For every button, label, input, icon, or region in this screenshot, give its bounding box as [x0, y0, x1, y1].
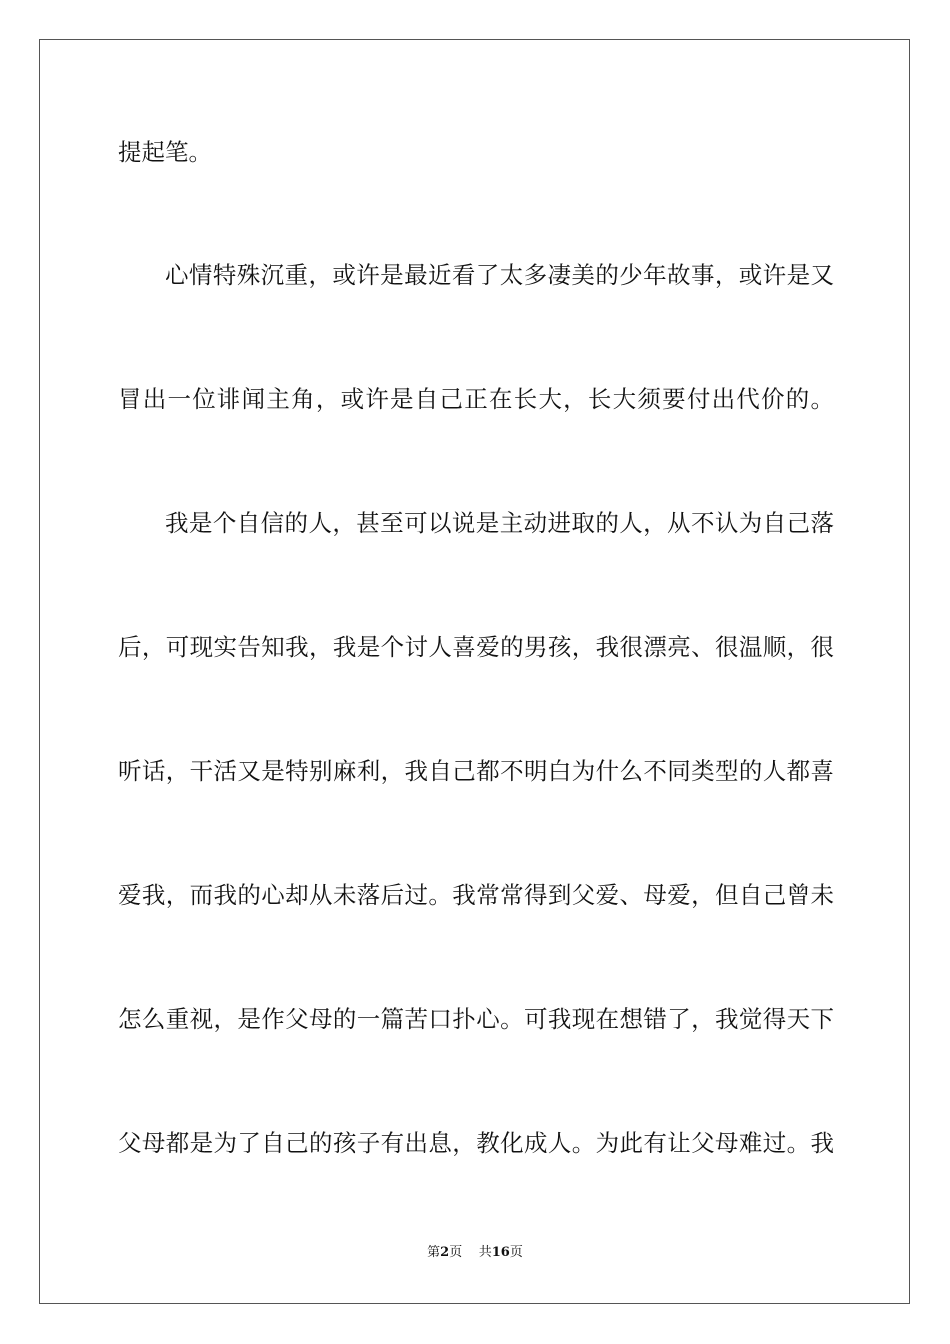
text-line: 后，可现实告知我，我是个讨人喜爱的男孩，我很漂亮、很温顺，很 [118, 633, 834, 661]
text-line: 冒出一位诽闻主角，或许是自己正在长大，长大须要付出代价的。 [118, 385, 834, 413]
total-suffix: 页 [509, 1245, 523, 1260]
text-line: 提起笔。 [118, 138, 212, 166]
paragraph-first-line: 心情特殊沉重，或许是最近看了太多凄美的少年故事，或许是又 [165, 261, 834, 289]
text-line: 父母都是为了自己的孩子有出息，教化成人。为此有让父母难过。我 [118, 1129, 834, 1157]
page-border [39, 39, 910, 1304]
text-line: 怎么重视，是作父母的一篇苦口扑心。可我现在想错了，我觉得天下 [118, 1005, 834, 1033]
page-prefix: 第 [427, 1245, 441, 1260]
total-prefix: 共 [478, 1245, 492, 1260]
page-footer [0, 1244, 950, 1262]
page-number: 2 [440, 1245, 450, 1260]
text-line: 爱我，而我的心却从未落后过。我常常得到父爱、母爱，但自己曾未 [118, 881, 834, 909]
text-line: 听话，干活又是特别麻利，我自己都不明白为什么不同类型的人都喜 [118, 757, 834, 785]
page-suffix: 页 [449, 1245, 463, 1260]
paragraph-first-line: 我是个自信的人，甚至可以说是主动进取的人，从不认为自己落 [165, 509, 834, 537]
total-pages: 16 [491, 1245, 510, 1260]
